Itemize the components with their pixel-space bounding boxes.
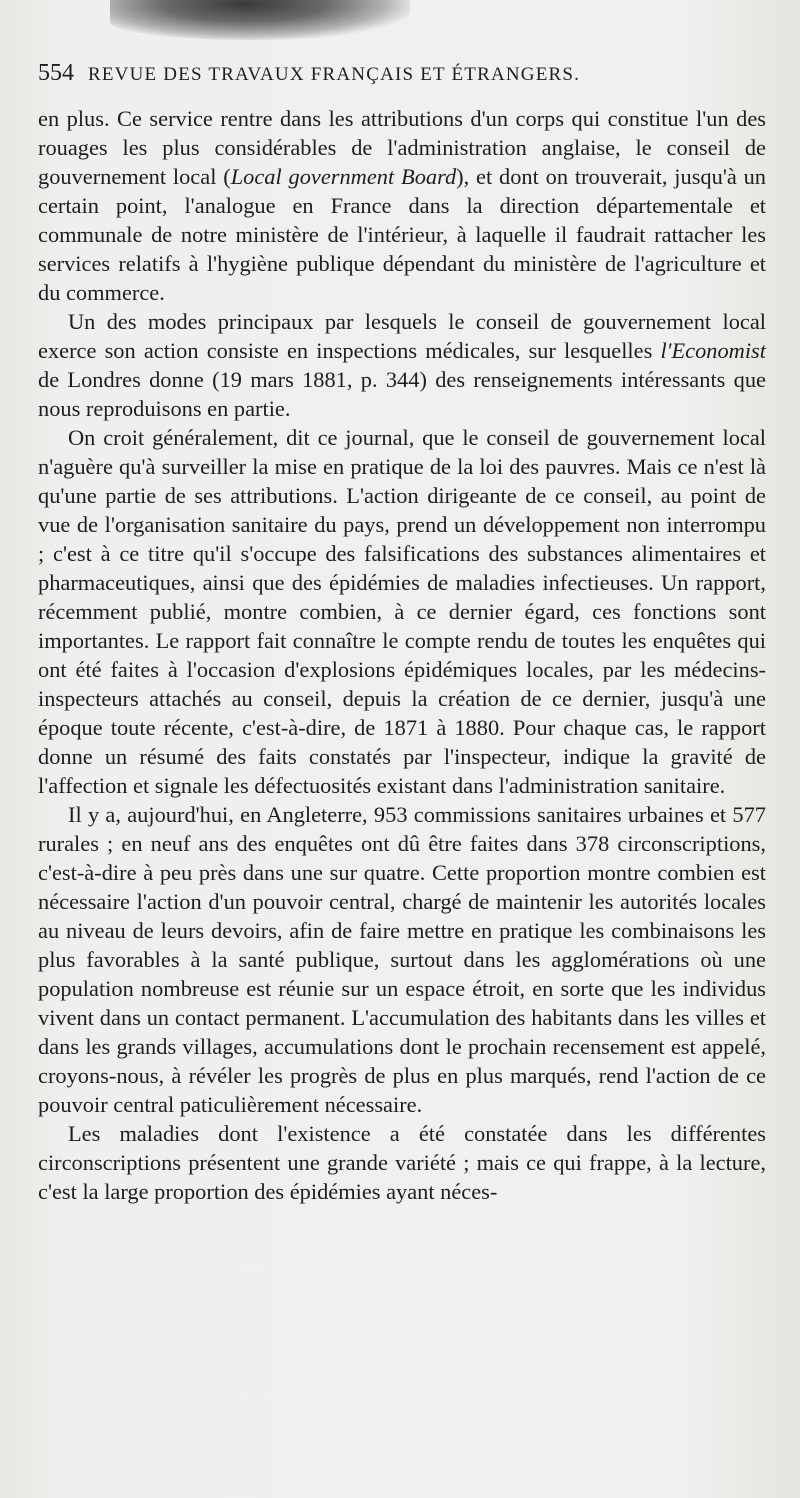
italic-text: l'Economist bbox=[660, 338, 766, 363]
paragraph bbox=[38, 104, 766, 307]
page-number: 554 bbox=[38, 60, 74, 86]
paragraph bbox=[38, 800, 766, 1119]
paragraph bbox=[38, 423, 766, 800]
text-segment: Les maladies dont l'existence a été constatée dans les différentes circonscriptions présentent une grande variété ; mais ce qui frappe, à la lecture, c'est la large proportion des épidémies ayant néces- bbox=[38, 1121, 766, 1204]
text-segment: de Londres donne (19 mars 1881, p. 344) des renseignements intéressants que nous reproduisons en partie. bbox=[38, 367, 766, 421]
text-segment: On croit généralement, dit ce journal, que le conseil de gouvernement local n'aguère qu'à surveiller la mise en pratique de la loi des pauvres. Mais ce n'est là qu'une partie de ses attributions. L'action dirigeante de ce conseil, au point de vue de l'organisation sanitaire du pays, prend un développement non interrompu ; c'est à ce titre qu'il s'occupe des falsifications des substances alimentaires et pharmaceutiques, ainsi que des épidémies de maladies infectieuses. Un rapport, récemment publié, montre combien, à ce dernier égard, ces fonctions sont importantes. Le rapport fait connaître le compte rendu de toutes les enquêtes qui ont été faites à l'occasion d'explosions épidémiques locales, par les médecins-inspecteurs attachés au conseil, depuis la création de ce dernier, jusqu'à une époque toute récente, c'est-à-dire, de 1871 à 1880. Pour chaque cas, le rapport donne un résumé des faits constatés par l'inspecteur, indique la gravité de l'affection et signale les défectuosités existant dans l'administration sanitaire. bbox=[38, 425, 766, 798]
paragraph bbox=[38, 307, 766, 423]
paragraph bbox=[38, 1119, 766, 1206]
text-segment: Il y a, aujourd'hui, en Angleterre, 953 commissions sanitaires urbaines et 577 rurales ; en neuf ans des enquêtes ont dû être faites dans 378 circonscriptions, c'est-à-dire à peu près dans une sur quatre. Cette proportion montre combien est nécessaire l'action d'un pouvoir central, chargé de maintenir les autorités locales au niveau de leurs devoirs, afin de faire mettre en pratique les combinaisons les plus favorables à la santé publique, surtout dans les agglomérations où une population nombreuse est réunie sur un espace étroit, en sorte que les individus vivent dans un contact permanent. L'accumulation des habitants dans les villes et dans les grands villages, accumulations dont le prochain recensement est appelé, croyons-nous, à révéler les progrès de plus en plus marqués, rend l'action de ce pouvoir central paticulièrement nécessaire. bbox=[38, 802, 766, 1117]
text-segment: ), et dont on trouverait, jusqu'à un certain point, l'analogue en France dans la direction départementale et communale de notre ministère de l'intérieur, à laquelle il faudrait rattacher les services relatifs à l'hygiène publique dépendant du ministère de l'agriculture et du commerce. bbox=[38, 164, 766, 305]
ink-stain bbox=[110, 0, 410, 40]
running-title: REVUE DES TRAVAUX FRANÇAIS ET ÉTRANGERS. bbox=[88, 64, 581, 85]
running-header bbox=[38, 60, 778, 94]
italic-text: Local government Board bbox=[230, 164, 457, 189]
text-segment: en plus. Ce service rentre dans les attributions d'un corps qui constitue l'un des rouages les plus considérables de l'administration anglaise, le conseil de gouvernement local ( bbox=[38, 106, 766, 189]
text-segment: Un des modes principaux par lesquels le conseil de gouvernement local exerce son action consiste en inspections médicales, sur lesquelles bbox=[38, 309, 766, 363]
body-text bbox=[38, 104, 766, 1206]
